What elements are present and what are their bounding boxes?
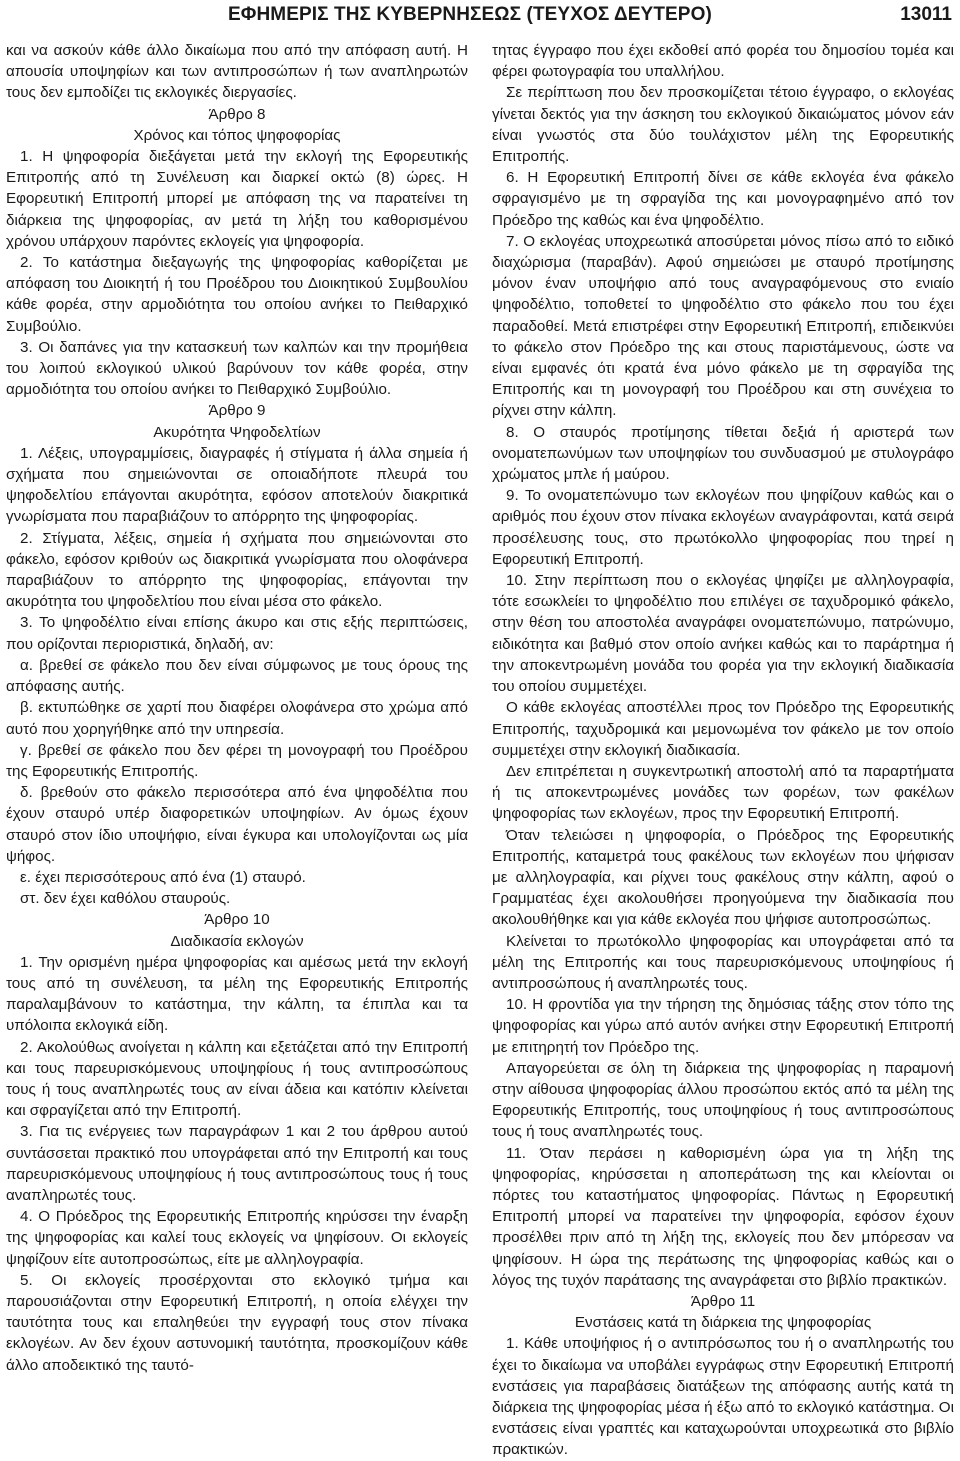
- paragraph: 3. Για τις ενέργειες των παραγράφων 1 και 2 του άρθρου αυτού συντάσσεται πρακτικό που υπογράφεται από την Επιτροπή και τους παρευρισκόμενους υποψηφίους ή τους αντιπροσώπους τους ή τους αναπληρωτές τους.: [6, 1123, 468, 1204]
- article-10-subtitle: Διαδικασία εκλογών: [170, 932, 304, 950]
- paragraph: 7. Ο εκλογέας υποχρεωτικά αποσύρεται μόνος πίσω από το ειδικό διαχώρισμα (παραβάν). Αφού σημειώσει με σταυρό προτίμησης μόνον έναν υποψήφιο από τους αναγραφόμενους στο ενιαίο ψηφοδέλτιο, τοποθετεί το ψηφοδέλτιο στο φάκελο που του έχει παραδοθεί. Μετά επιστρέφει στην Εφορευτική Επιτροπή, επιδεικνύει το φάκελο στον Πρόεδρο της και στους παριστάμενους, ώστε να είναι εμφανές ότι κρατά ένα μόνο φάκελο με τη σφραγίδα της Επιτροπής και τη μονογραφή του Προέδρου και στη συνέχεια το ρίχνει στην κάλπη.: [492, 232, 954, 420]
- paragraph: και να ασκούν κάθε άλλο δικαίωμα που από την απόφαση αυτή. Η απουσία υποψηφίων και των αντιπροσώπων ή των αναπληρωτών τους δεν εμποδίζει τις εκλογικές διεργασίες.: [6, 42, 468, 102]
- list-item: στ. δεν έχει καθόλου σταυρούς.: [20, 890, 231, 908]
- paragraph: Ο κάθε εκλογέας αποστέλλει προς τον Πρόεδρο της Εφορευτικής Επιτροπής, ταχυδρομικά και μεμονωμένα τον φάκελο με τον οποίο συμμετέχει στην εκλογική διαδικασία.: [492, 699, 954, 759]
- right-column: [492, 40, 954, 1461]
- list-item: ε. έχει περισσότερους από ένα (1) σταυρό.: [20, 868, 306, 886]
- paragraph: 1. Την ορισμένη ημέρα ψηφοφορίας και αμέσως μετά την εκλογή τους από τη συνέλευση, τα μέλη της Εφορευτικής Επιτροπής παραλαμβάνουν το κατάστημα, την κάλπη, τα έπιπλα και τα υπόλοιπα εκλογικά είδη.: [6, 953, 468, 1035]
- paragraph: 1. Η ψηφοφορία διεξάγεται μετά την εκλογή της Εφορευτικής Επιτροπής από τη Συνέλευση και διαρκεί οκτώ (8) ώρες. Η Εφορευτική Επιτροπή μπορεί με απόφαση της να παρατείνει τη διάρκεια της ψηφοφορίας, αν μετά τη λήξη του καθορισμένου χρόνου υπάρχουν παρόντες εκλογείς για ψηφοφορία.: [6, 148, 468, 250]
- list-item: β. εκτυπώθηκε σε χαρτί που διαφέρει ολοφάνερα στο χρώμα από αυτό που χορηγήθηκε από την υπηρεσία.: [6, 699, 468, 738]
- article-10-title: Άρθρο 10: [204, 911, 270, 929]
- paragraph: 3. Οι δαπάνες για την κατασκευή των καλπών και την προμήθεια του λοιπού εκλογικού υλικού βαρύνουν τον κάθε φορέα, στην αρμοδιότητα του οποίου ανήκει το Πειθαρχικό Συμβούλιο.: [6, 338, 468, 399]
- paragraph: 3. Το ψηφοδέλτιο είναι επίσης άκυρο και στις εξής περιπτώσεις, που ορίζονται περιοριστικά, δηλαδή, αν:: [6, 614, 468, 653]
- article-11-subtitle: Ενστάσεις κατά τη διάρκεια της ψηφοφορίας: [574, 1314, 872, 1332]
- paragraph: 10. Στην περίπτωση που ο εκλογέας ψηφίζει με αλληλογραφία, τότε εσωκλείει το ψηφοδέλτιο που επιλέγει σε ταχυδρομικό φάκελο, στην θέση του αποστολέα αναγράφει ονοματεπώνυμο, πατρώνυμο, ειδικότητα και βαθμό στον οποίο ανήκει καθώς και το παράρτημα ή την αποκεντρωμένη μονάδα του φορέα για την εκλογική διαδικασία του οποίου συμμετέχει.: [492, 572, 954, 696]
- paragraph: 11. Όταν περάσει η καθορισμένη ώρα για τη λήξη της ψηφοφορίας, κηρύσσεται η αποπεράτωση της και κλείονται οι πόρτες του καταστήματος ψηφοφορίας. Πάντως η Εφορευτική Επιτροπή μπορεί να παρατείνει την ψηφοφορία, εφόσον έχουν προσέλθει πριν από τη λήξη της, εκλογείς που δεν μπόρεσαν να ψηφίσουν. Η ώρα της περάτωσης της ψηφοφορίας καθώς και ο λόγος της τυχόν παράτασης της αναγράφεται στο βιβλίο πρακτικών.: [492, 1144, 954, 1289]
- list-item: α. βρεθεί σε φάκελο που δεν είναι σύμφωνος με τους όρους της απόφασης αυτής.: [6, 656, 468, 696]
- article-8-subtitle: Χρόνος και τόπος ψηφοφορίας: [133, 126, 341, 144]
- paragraph: 1. Λέξεις, υπογραμμίσεις, διαγραφές ή στίγματα ή άλλα σημεία ή σχήματα που σημειώνονται σε οποιαδήποτε πλευρά του ψηφοδελτίου επάγονται ακυρότητα, εφόσον αποτελούν διακριτικά γνωρίσματα που παραβιάζουν το απόρρητο της ψηφοφορίας.: [6, 444, 468, 526]
- paragraph: 2. Το κατάστημα διεξαγωγής της ψηφοφορίας καθορίζεται με απόφαση του Διοικητή ή του Προέδρου του Διοικητικού Συμβουλίου κάθε φορέα, στην αρμοδιότητα του οποίου ανήκει το Πειθαρχικό Συμβούλιο.: [6, 254, 468, 335]
- paragraph: Απαγορεύεται σε όλη τη διάρκεια της ψηφοφορίας η παραμονή στην αίθουσα ψηφοφορίας άλλου προσώπου εκτός από τα μέλη της Εφορευτικής Επιτροπής, τους υποψηφίους ή τους αντιπροσώπους τους ή τους αναπληρωτές τους.: [492, 1059, 954, 1141]
- gazette-title: ΕΦΗΜΕΡΙΣ ΤΗΣ ΚΥΒΕΡΝΗΣΕΩΣ (ΤΕΥΧΟΣ ΔΕΥΤΕΡΟ): [228, 4, 712, 25]
- paragraph: τητας έγγραφο που έχει εκδοθεί από φορέα του δημοσίου τομέα και φέρει φωτογραφία του υπαλλήλου.: [492, 42, 954, 81]
- article-9-subtitle: Ακυρότητα Ψηφοδελτίων: [153, 423, 321, 441]
- paragraph: Όταν τελειώσει η ψηφοφορία, ο Πρόεδρος της Εφορευτικής Επιτροπής, καταμετρά τους φακέλους των εκλογέων που ψήφισαν με αλληλογραφία, και ρίχνει τους φακέλους στην κάλπη, αφού ο Γραμματέας έχει ακολουθήσει προηγούμενα την διαδικασία που ακολουθήθηκε και για κάθε εκλογέα που ψήφισε αυτοπροσώπως.: [492, 826, 954, 929]
- list-item: δ. βρεθούν στο φάκελο περισσότερα από ένα ψηφοδέλτια που έχουν σταυρό υπέρ διαφορετικών υποψηφίων. Αν όμως έχουν σταυρό στον ίδιο υποψήφιο, είναι έγκυρα και υπολογίζονται ως μία ψήφος.: [6, 784, 468, 865]
- paragraph: 4. Ο Πρόεδρος της Εφορευτικής Επιτροπής κηρύσσει την έναρξη της ψηφοφορίας και καλεί τους εκλογείς να ψηφίσουν. Οι εκλογείς ψηφίζουν είτε αυτοπροσώπως, είτε με αλληλογραφία.: [6, 1208, 468, 1268]
- left-column: [6, 40, 468, 1376]
- paragraph: Δεν επιτρέπεται η συγκεντρωτική αποστολή από τα παραρτήματα ή τις αποκεντρωμένες μονάδες των φορέων, των φακέλων ψηφοφορίας των εκλογέων, προς την Εφορευτική Επιτροπή.: [492, 762, 954, 823]
- paragraph: Κλείνεται το πρωτόκολλο ψηφοφορίας και υπογράφεται από τα μέλη της Επιτροπής και τους παρευρισκόμενους υποψηφίους ή αντιπροσώπους ή αναπληρωτές τους.: [492, 932, 954, 992]
- page-number: 13011: [900, 4, 952, 25]
- article-8-title: Άρθρο 8: [208, 105, 266, 123]
- paragraph: 8. Ο σταυρός προτίμησης τίθεται δεξιά ή αριστερά των ονοματεπωνύμων των υποψηφίων του συνδυασμού με στυλογράφο χρώματος μπλε ή μαύρου.: [492, 423, 954, 484]
- paragraph: 1. Κάθε υποψήφιος ή ο αντιπρόσωπος του ή ο αναπληρωτής του έχει το δικαίωμα να υποβάλει εγγράφως στην Εφορευτική Επιτροπή ενστάσεις για παραβάσεις διατάξεων της απόφασης αυτής κατά τη διάρκεια της ψηφοφορίας μέσα ή έξω από το εκλογικό κατάστημα. Οι ενστάσεις είναι γραπτές και καταχωρούνται υποχρεωτικά στο βιβλίο πρακτικών.: [492, 1335, 954, 1459]
- page-header: [0, 4, 960, 28]
- article-11-title: Άρθρο 11: [690, 1292, 756, 1310]
- article-9-title: Άρθρο 9: [208, 402, 266, 420]
- paragraph: 9. Το ονοματεπώνυμο των εκλογέων που ψηφίζουν καθώς και ο αριθμός που έχουν στον πίνακα εκλογέων αναγράφονται, κατά σειρά προσέλευσης τους, στο πρωτόκολλο ψηφοφορίας που τηρεί η Εφορευτική Επιτροπή.: [492, 487, 954, 568]
- list-item: γ. βρεθεί σε φάκελο που δεν φέρει τη μονογραφή του Προέδρου της Εφορευτικής Επιτροπής.: [6, 741, 468, 780]
- paragraph: 2. Στίγματα, λέξεις, σημεία ή σχήματα που σημειώνονται στο φάκελο, εφόσον κριθούν ως διακριτικά γνωρίσματα που ολοφάνερα παραβιάζουν το απόρρητο της ψηφοφορίας, επάγονται την ακυρότητα του ψηφοδελτίου που είναι μέσα στο φάκελο.: [6, 529, 468, 611]
- paragraph: 2. Ακολούθως ανοίγεται η κάλπη και εξετάζεται από την Επιτροπή και τους παρευρισκόμενους υποψηφίους ή τους αντιπροσώπους τους ή τους αναπληρωτές τους αν είναι άδεια και κατόπιν κλείνεται και σφραγίζεται από την Επιτροπή.: [6, 1038, 468, 1120]
- paragraph: 10. Η φροντίδα για την τήρηση της δημόσιας τάξης στον τόπο της ψηφοφορίας και γύρω από αυτόν ανήκει στην Εφορευτική Επιτροπή με επιτηρητή τον Πρόεδρο της.: [492, 996, 954, 1056]
- paragraph: 5. Οι εκλογείς προσέρχονται στο εκλογικό τμήμα και παρουσιάζονται στην Εφορευτική Επιτροπή, η οποία ελέγχει την ταυτότητα τους και επαληθεύει την εγγραφή τους στον πίνακα εκλογέων. Αν δεν έχουν αστυνομική ταυτότητα, προσκομίζουν κάθε άλλο αποδεικτικό της ταυτό-: [6, 1271, 468, 1374]
- paragraph: Σε περίπτωση που δεν προσκομίζεται τέτοιο έγγραφο, ο εκλογέας γίνεται δεκτός για την άσκηση του εκλογικού δικαιώματος μόνον εάν είναι γνωστός στα δύο τουλάχιστον μέλη της Εφορευτικής Επιτροπής.: [492, 84, 954, 166]
- paragraph: 6. Η Εφορευτική Επιτροπή δίνει σε κάθε εκλογέα ένα φάκελο σφραγισμένο με τη σφραγίδα της και μονογραφημένο από τον Πρόεδρο της καθώς και ένα ψηφοδέλτιο.: [492, 169, 954, 229]
